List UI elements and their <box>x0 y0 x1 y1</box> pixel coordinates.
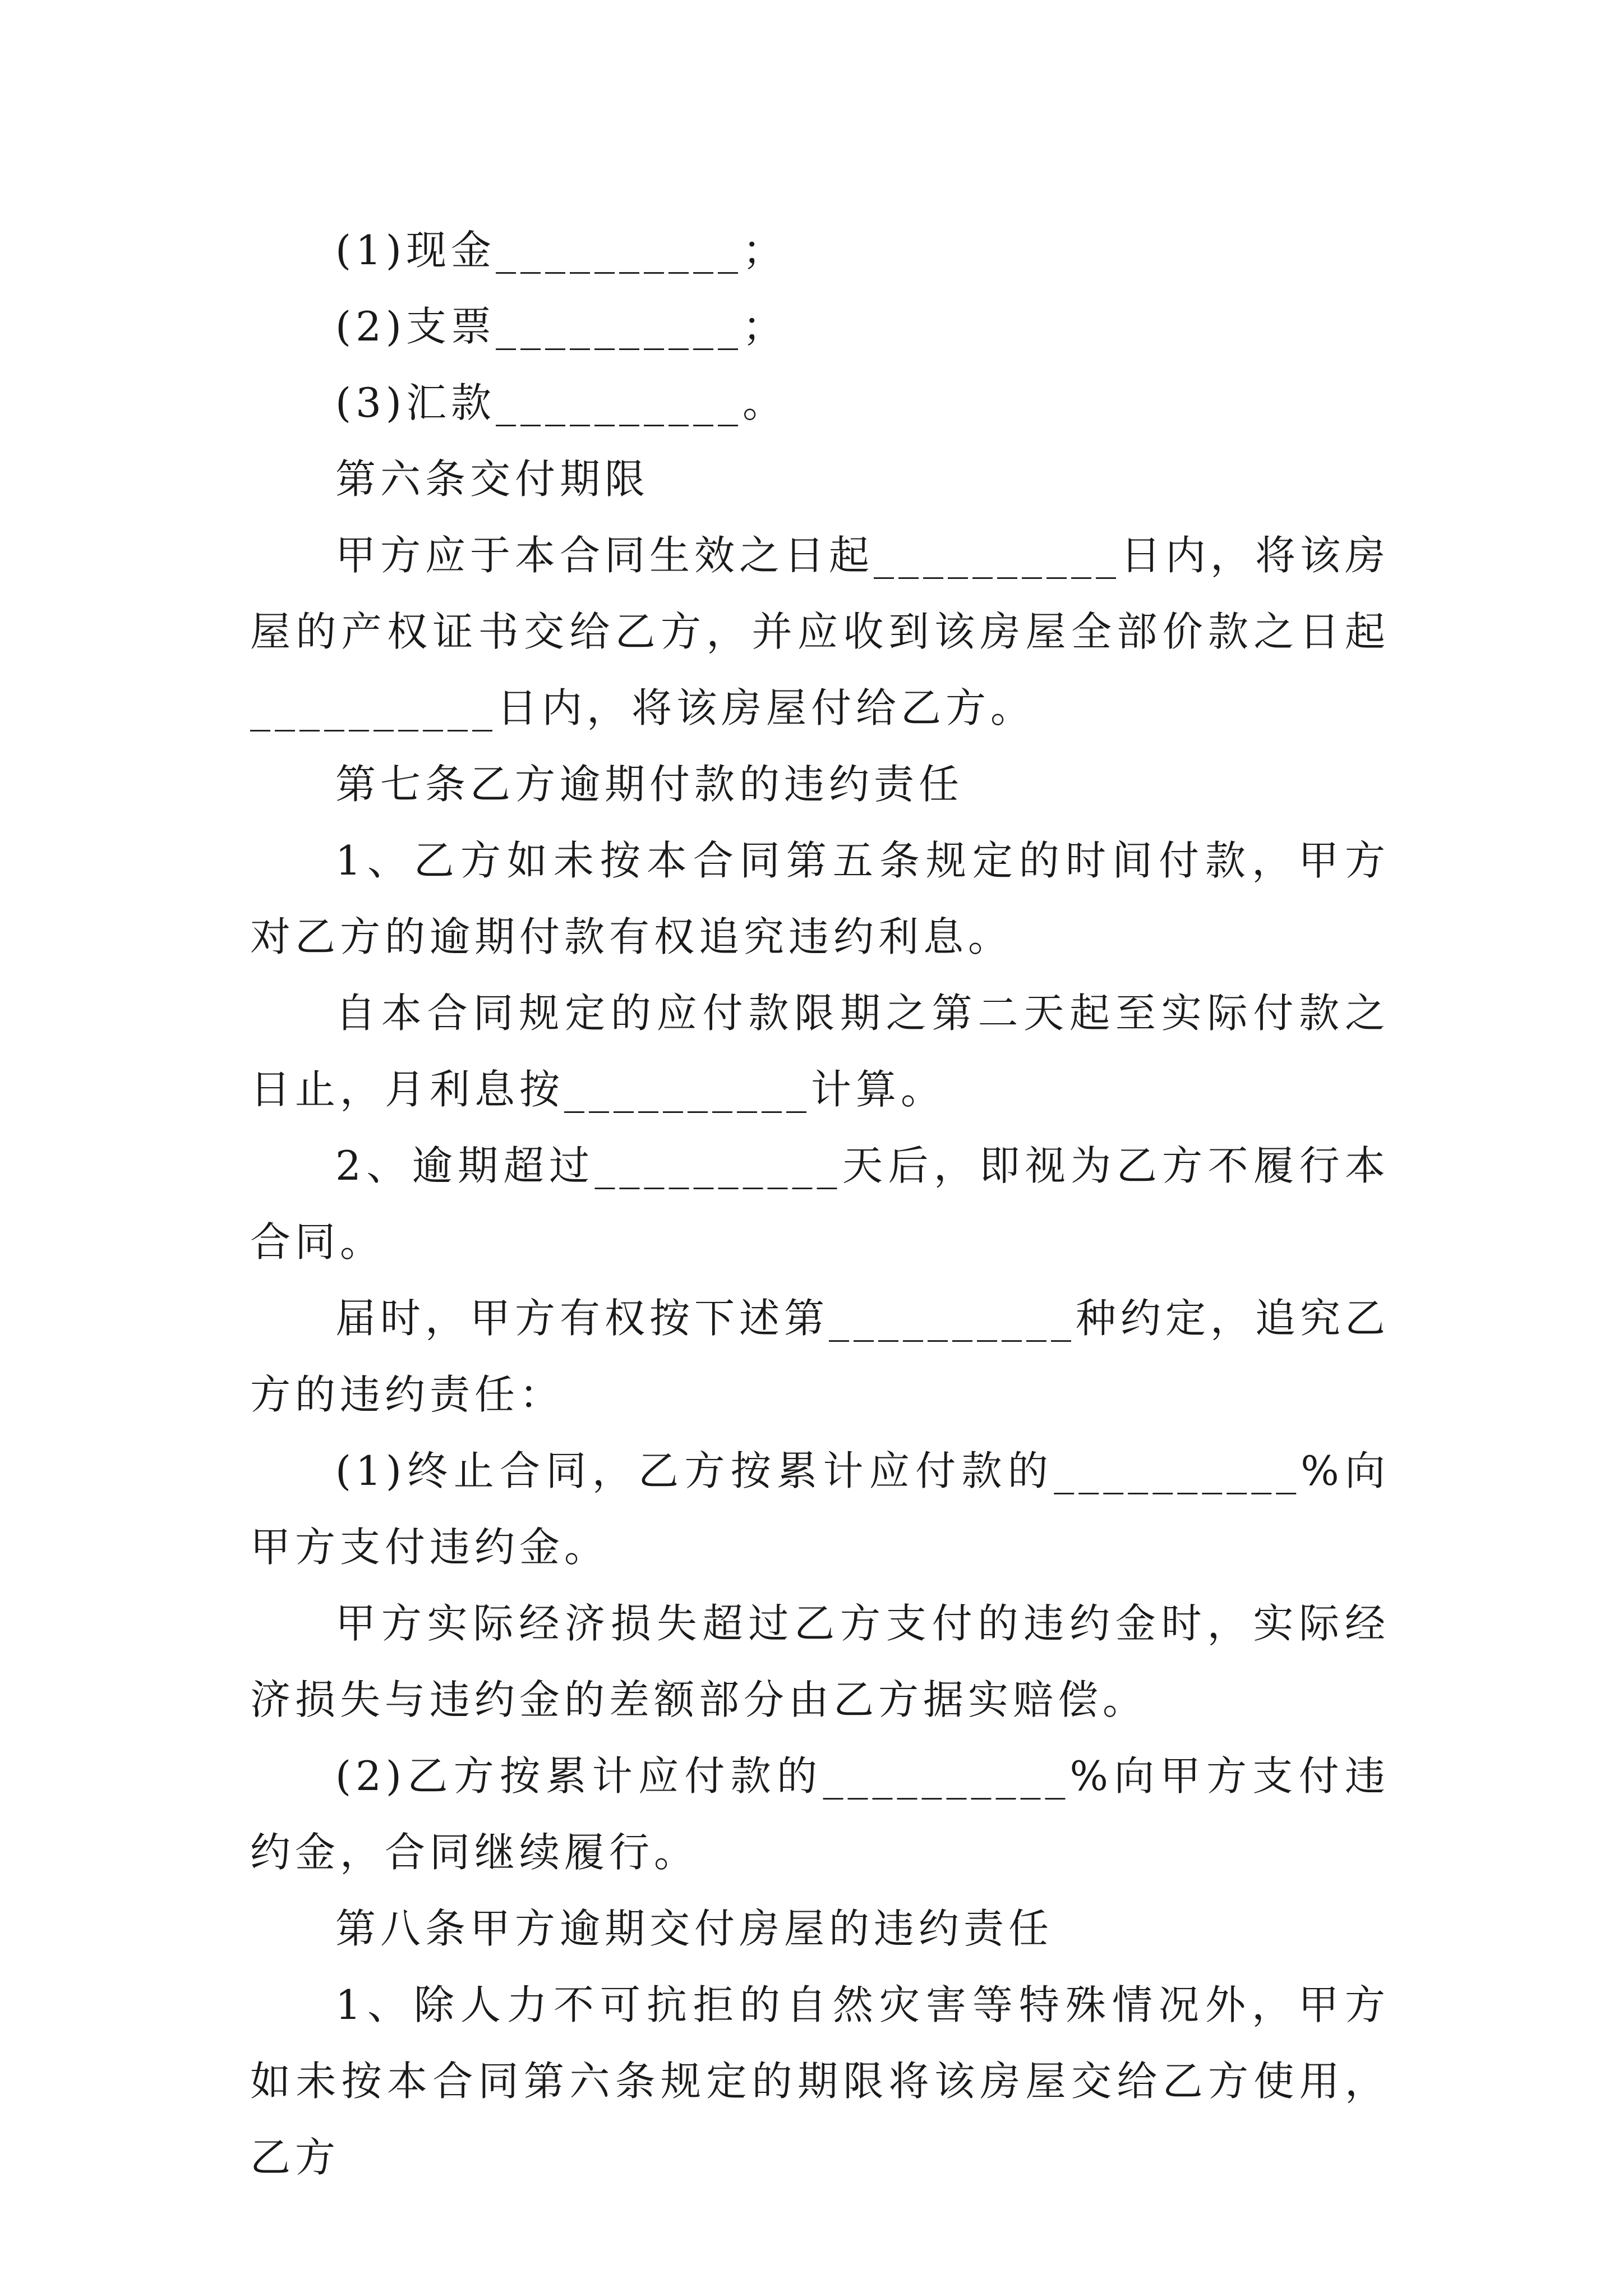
paragraph-article-7-option-1: (1)终止合同，乙方按累计应付款的__________%向甲方支付违约金。 <box>250 1447 1390 1571</box>
paragraph-article-7-option-2: (2)乙方按累计应付款的__________%向甲方支付违约金，合同继续履行。 <box>250 1752 1390 1876</box>
heading-article-8: 第八条甲方逾期交付房屋的违约责任 <box>335 1905 1054 1952</box>
paragraph-remittance: (3)汇款__________。 <box>335 379 787 426</box>
heading-article-7: 第七条乙方逾期付款的违约责任 <box>335 761 964 808</box>
paragraph-article-7-interest: 自本合同规定的应付款限期之第二天起至实际付款之日止，月利息按__________计算。 <box>250 990 1390 1113</box>
paragraph-cash: (1)现金__________； <box>335 227 787 274</box>
document-body <box>250 212 1390 2196</box>
paragraph-article-7-item-1: 1、乙方如未按本合同第五条规定的时间付款，甲方对乙方的逾期付款有权追究违约利息。 <box>250 837 1390 960</box>
paragraph-check: (2)支票__________； <box>335 303 787 350</box>
heading-article-6: 第六条交付期限 <box>335 455 650 503</box>
paragraph-article-7-compensation: 甲方实际经济损失超过乙方支付的违约金时，实际经济损失与违约金的差额部分由乙方据实赔偿。 <box>250 1600 1390 1723</box>
paragraph-article-6-body: 甲方应于本合同生效之日起__________日内，将该房屋的产权证书交给乙方，并应收到该房屋全部价款之日起__________日内，将该房屋付给乙方。 <box>250 532 1390 731</box>
paragraph-article-8-item-1: 1、除人力不可抗拒的自然灾害等特殊情况外，甲方如未按本合同第六条规定的期限将该房屋交给乙方使用，乙方 <box>250 1981 1390 2181</box>
paragraph-article-7-option: 届时，甲方有权按下述第__________种约定，追究乙方的违约责任： <box>250 1295 1390 1418</box>
paragraph-article-7-item-2: 2、逾期超过__________天后，即视为乙方不履行本合同。 <box>250 1142 1390 1266</box>
